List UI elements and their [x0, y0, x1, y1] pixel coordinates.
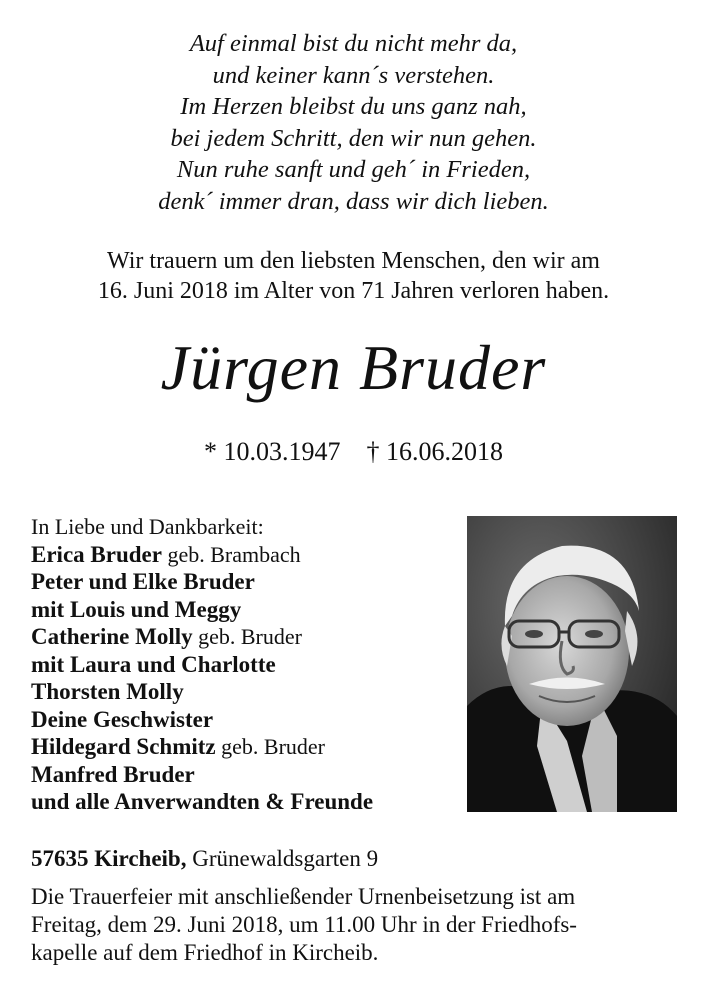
family-member	[31, 596, 461, 624]
address-city: 57635 Kircheib,	[31, 846, 187, 871]
birth-date: * 10.03.1947	[204, 437, 341, 466]
family-member	[31, 568, 461, 596]
address	[31, 844, 378, 874]
ceremony-line: kapelle auf dem Friedhof in Kircheib.	[31, 940, 379, 965]
address-street: Grünewaldsgarten 9	[186, 846, 379, 871]
ceremony-line: Die Trauerfeier mit anschließender Urnenbeisetzung ist am	[31, 884, 576, 909]
member-name: Erica Bruder	[31, 541, 162, 567]
family-member	[31, 761, 461, 789]
member-note: geb. Bruder	[192, 624, 302, 649]
family-member	[31, 733, 461, 761]
family-intro: In Liebe und Dankbarkeit:	[31, 514, 264, 539]
poem-line: denk´ immer dran, dass wir dich lieben.	[158, 187, 549, 215]
member-name: Thorsten Molly	[31, 679, 184, 704]
member-name: Deine Geschwister	[31, 706, 214, 732]
poem	[0, 28, 707, 217]
portrait-illustration	[467, 516, 677, 812]
member-name: mit Laura und Charlotte	[31, 651, 276, 677]
intro-line: 16. Juni 2018 im Alter von 71 Jahren verloren haben.	[97, 278, 610, 304]
portrait-photo	[467, 516, 677, 812]
family-member	[31, 541, 461, 569]
member-note: geb. Bruder	[215, 734, 325, 759]
member-name: Peter und Elke Bruder	[31, 569, 255, 594]
poem-line: Nun ruhe sanft und geh´ in Frieden,	[176, 156, 531, 183]
family-member	[31, 678, 461, 706]
family-member	[31, 788, 461, 816]
family-member	[31, 651, 461, 679]
member-note: geb. Brambach	[161, 541, 301, 567]
family-member	[31, 623, 461, 651]
poem-line: Im Herzen bleibst du uns ganz nah,	[180, 93, 527, 120]
poem-line: und keiner kann´s verstehen.	[212, 61, 495, 89]
deceased-name: Jürgen Bruder	[160, 332, 547, 403]
member-name: Manfred Bruder	[31, 761, 195, 787]
family-list	[31, 513, 461, 816]
member-name: mit Louis und Meggy	[31, 596, 242, 622]
member-name: und alle Anverwandten & Freunde	[31, 789, 374, 814]
intro-line: Wir trauern um den liebsten Menschen, den wir am	[107, 248, 600, 274]
life-dates	[0, 436, 707, 468]
ceremony-line: Freitag, dem 29. Juni 2018, um 11.00 Uhr in der Friedhofs-	[31, 912, 577, 937]
death-date: † 16.06.2018	[366, 437, 503, 466]
member-name: Hildegard Schmitz	[31, 734, 216, 759]
ceremony-info	[31, 883, 691, 967]
poem-line: bei jedem Schritt, den wir nun gehen.	[170, 124, 537, 152]
mourning-intro	[0, 246, 707, 306]
family-member	[31, 706, 461, 734]
member-name: Catherine Molly	[31, 624, 193, 649]
poem-line: Auf einmal bist du nicht mehr da,	[189, 30, 518, 57]
